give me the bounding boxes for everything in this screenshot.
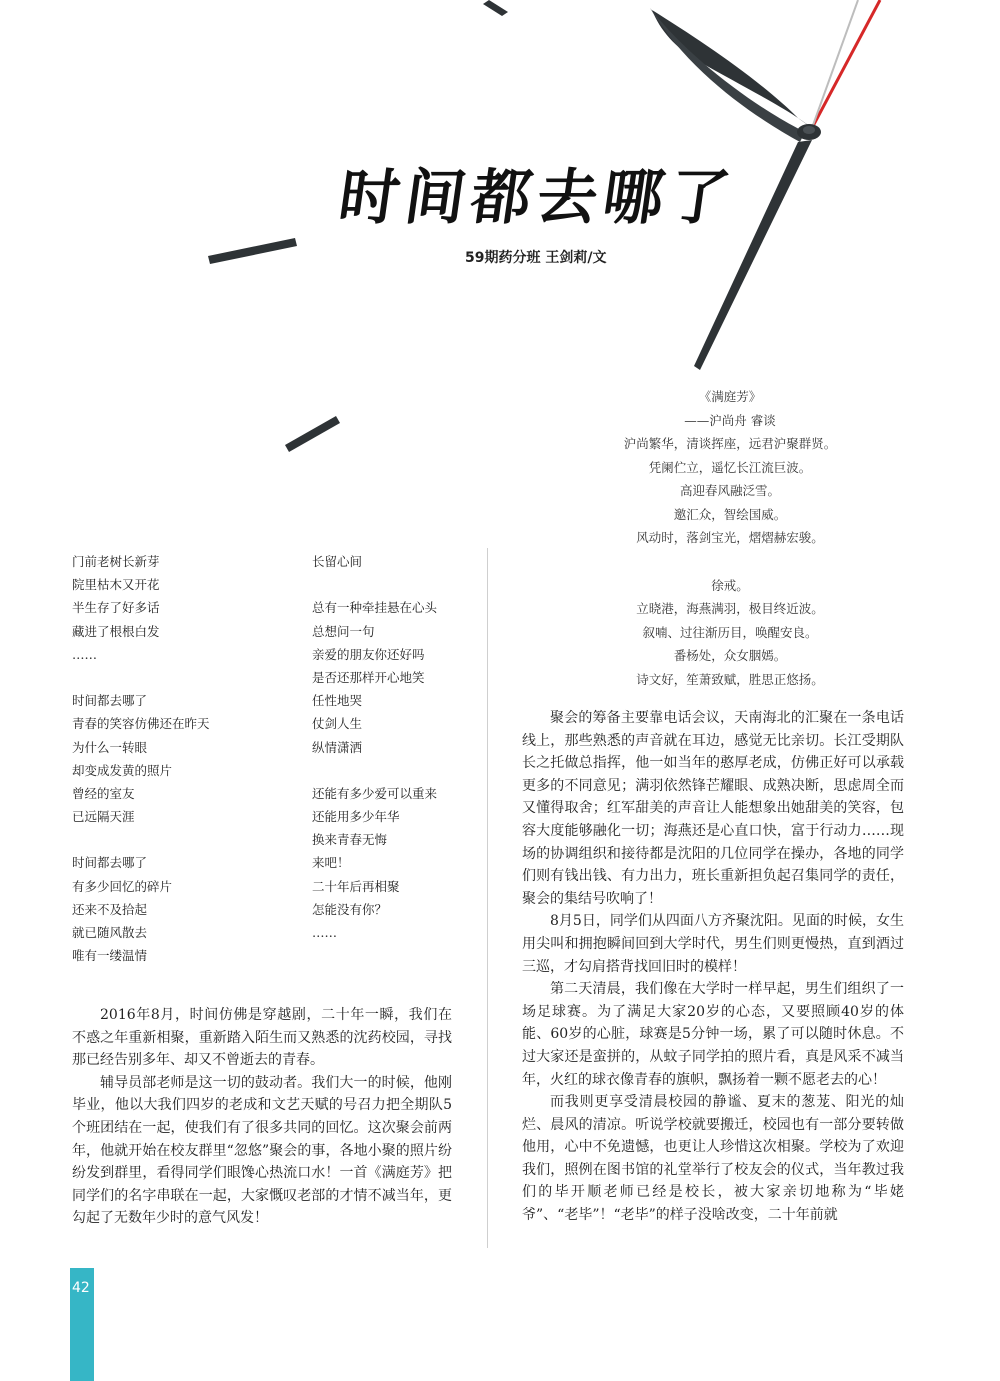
poem-line: 任性地哭: [312, 693, 363, 709]
poem-line: 却变成发黄的照片: [72, 762, 173, 778]
poem-line: 立晓港，海燕满羽，极目终近波。: [636, 601, 824, 616]
poem-line: 藏进了根根白发: [72, 623, 160, 639]
poem-line: 仗剑人生: [312, 716, 363, 732]
poem-line: 番杨处，众女胭嫣。: [673, 648, 787, 663]
poem-line: 还能有多少爱可以重来: [312, 785, 438, 801]
poem-line: 青春的笑容仿佛还在昨天: [72, 716, 210, 732]
poem-line: 门前老树长新芽: [72, 554, 160, 569]
poem-line: 凭阑伫立，遥忆长江流巨波。: [648, 459, 812, 475]
poem-line: 《满庭芳》: [698, 389, 762, 404]
author-byline: 59期药分班 王剑莉/文: [465, 250, 607, 266]
poem-line: 总有一种牵挂悬在心头: [312, 600, 438, 616]
article-paragraph: 第二天清晨，我们像在大学时一样早起，男生们组织了一场足球赛。为了满足大家20岁的心态，又要照顾40岁的体能、60岁的心脏，球赛是5分钟一场，累了可以随时休息。不过大家还是蛮拼的，从蚊子同学拍的照片看，真是风采不减当年，火红的球衣像青春的旗帜，飘扬着一颗不愿老去的心！: [522, 981, 904, 1088]
poem-line: 还来不及拾起: [72, 901, 148, 917]
poem-line: 邀汇众，智绘国威。: [673, 506, 787, 522]
poem-line: 已远隔天涯: [72, 809, 135, 825]
second-hand-tail: [812, 0, 858, 128]
modern-poem-column-a: [72, 550, 282, 967]
poem-line: ……: [312, 925, 337, 940]
poem-line: 半生存了好多话: [72, 600, 160, 616]
poem-line: 叙喃、过往渐历目，唤醒安良。: [642, 624, 818, 640]
poem-line: 来吧！: [312, 855, 350, 871]
poem-line: 徐戒。: [711, 577, 749, 593]
poem-line: ……: [72, 646, 97, 662]
poem-line: 怎能没有你？: [312, 901, 388, 917]
page-number: 42: [72, 1280, 90, 1296]
article-paragraph: 8月5日，同学们从四面八方齐聚沈阳。见面的时候，女生用尖叫和拥抱瞬间回到大学时代，男生们则更慢热，直到酒过三巡，才勾肩搭背找回旧时的模样！: [522, 913, 904, 975]
column-divider: [487, 548, 488, 1248]
stanza-gap: [600, 550, 860, 574]
article-body-left: [72, 1004, 452, 1230]
clock-center-cap: [803, 126, 815, 134]
poem-line: 唯有一缕温情: [72, 948, 148, 964]
article-paragraph: 聚会的筹备主要靠电话会议，天南海北的汇聚在一条电话线上，那些熟悉的声音就在耳边，感觉无比亲切。长江受期队长之托做总指挥，他一如当年的憨厚老成，仿佛正好可以承载更多的不同意见；满羽依然锋芒耀眼、成熟决断，思虑周全而又懂得取舍；红军甜美的声音让人能想象出她甜美的笑容，包容大度能够融化一切；海燕还是心直口快，富于行动力……现场的协调组织和接待都是沈阳的几位同学在操办，各地的同学们则有钱出钱、有力出力，班长重新担负起召集同学的责任，聚会的集结号吹响了！: [522, 710, 904, 907]
second-hand: [812, 0, 880, 128]
poem-line: 二十年后再相聚: [312, 878, 400, 894]
classic-poem: [600, 385, 860, 691]
modern-poem-column-b: [312, 550, 482, 944]
poem-line: 时间都去哪了: [72, 855, 148, 871]
poem-line: [312, 759, 482, 782]
poem-line: [72, 828, 282, 851]
poem-line: 就已随风散去: [72, 925, 148, 940]
poem-line: [312, 573, 482, 596]
poem-line: 诗文好，笙萧致赋，胜思正悠扬。: [636, 671, 824, 687]
poem-line: 院里枯木又开花: [72, 577, 160, 593]
poem-line: 换来青春无悔: [312, 832, 388, 848]
poem-line: [72, 666, 282, 689]
tick-mark-left: [208, 238, 297, 264]
article-body-right: [522, 707, 904, 1227]
page-title: 时间都去哪了: [334, 163, 741, 233]
poem-line: 为什么一转眼: [72, 739, 148, 755]
poem-line: 是否还那样开心地笑: [312, 669, 425, 685]
minute-hand: [652, 10, 812, 128]
article-paragraph: 辅导员部老师是这一切的鼓动者。我们大一的时候，他刚毕业，他以大我们四岁的老成和文艺天赋的号召力把全期队5个班团结在一起，使我们有了很多共同的回忆。这次聚会前两年，他就开始在校友群里“忽悠”聚会的事，各地小聚的照片纷纷发到群里，看得同学们眼馋心热流口水！一首《满庭芳》把同学们的名字串联在一起，大家慨叹老部的才情不减当年，更勾起了无数年少时的意气风发！: [72, 1074, 452, 1227]
poem-line: 亲爱的朋友你还好吗: [312, 646, 425, 662]
tick-mark-bottom: [285, 416, 340, 452]
poem-line: 高迎春风融泛雪。: [679, 483, 780, 498]
poem-line: 还能用多少年华: [312, 809, 400, 825]
poem-line: 长留心间: [312, 554, 363, 569]
tick-mark-top: [483, 0, 508, 16]
poem-line: 曾经的室友: [72, 785, 135, 801]
poem-line: 有多少回忆的碎片: [72, 878, 173, 894]
article-paragraph: 而我则更享受清晨校园的静谧、夏末的葱茏、阳光的灿烂、晨风的清凉。听说学校就要搬迁，校园也有一部分要转做他用，心中不免遗憾，也更让人珍惜这次相聚。学校为了欢迎我们，照例在图书馆的礼堂举行了校友会的仪式，当年教过我们的毕开顺老师已经是校长，被大家亲切地称为“毕姥爷”、“老毕”！“老毕”的样子没啥改变，二十年前就: [522, 1094, 904, 1224]
poem-line: 时间都去哪了: [72, 693, 148, 709]
poem-line: ——沪尚舟 睿谈: [684, 412, 776, 428]
poem-line: 总想问一句: [312, 623, 375, 639]
poem-line: 风动时，落剑宝光，熠熠赫宏骏。: [636, 530, 824, 545]
poem-line: 沪尚繁华，清谈挥座，远君沪聚群贤。: [623, 436, 837, 451]
article-paragraph: 2016年8月，时间仿佛是穿越剧，二十年一瞬，我们在不惑之年重新相聚，重新踏入陌生而又熟悉的沈药校园，寻找那已经告别多年、却又不曾逝去的青春。: [72, 1007, 452, 1069]
poem-line: 纵情潇洒: [312, 739, 363, 755]
